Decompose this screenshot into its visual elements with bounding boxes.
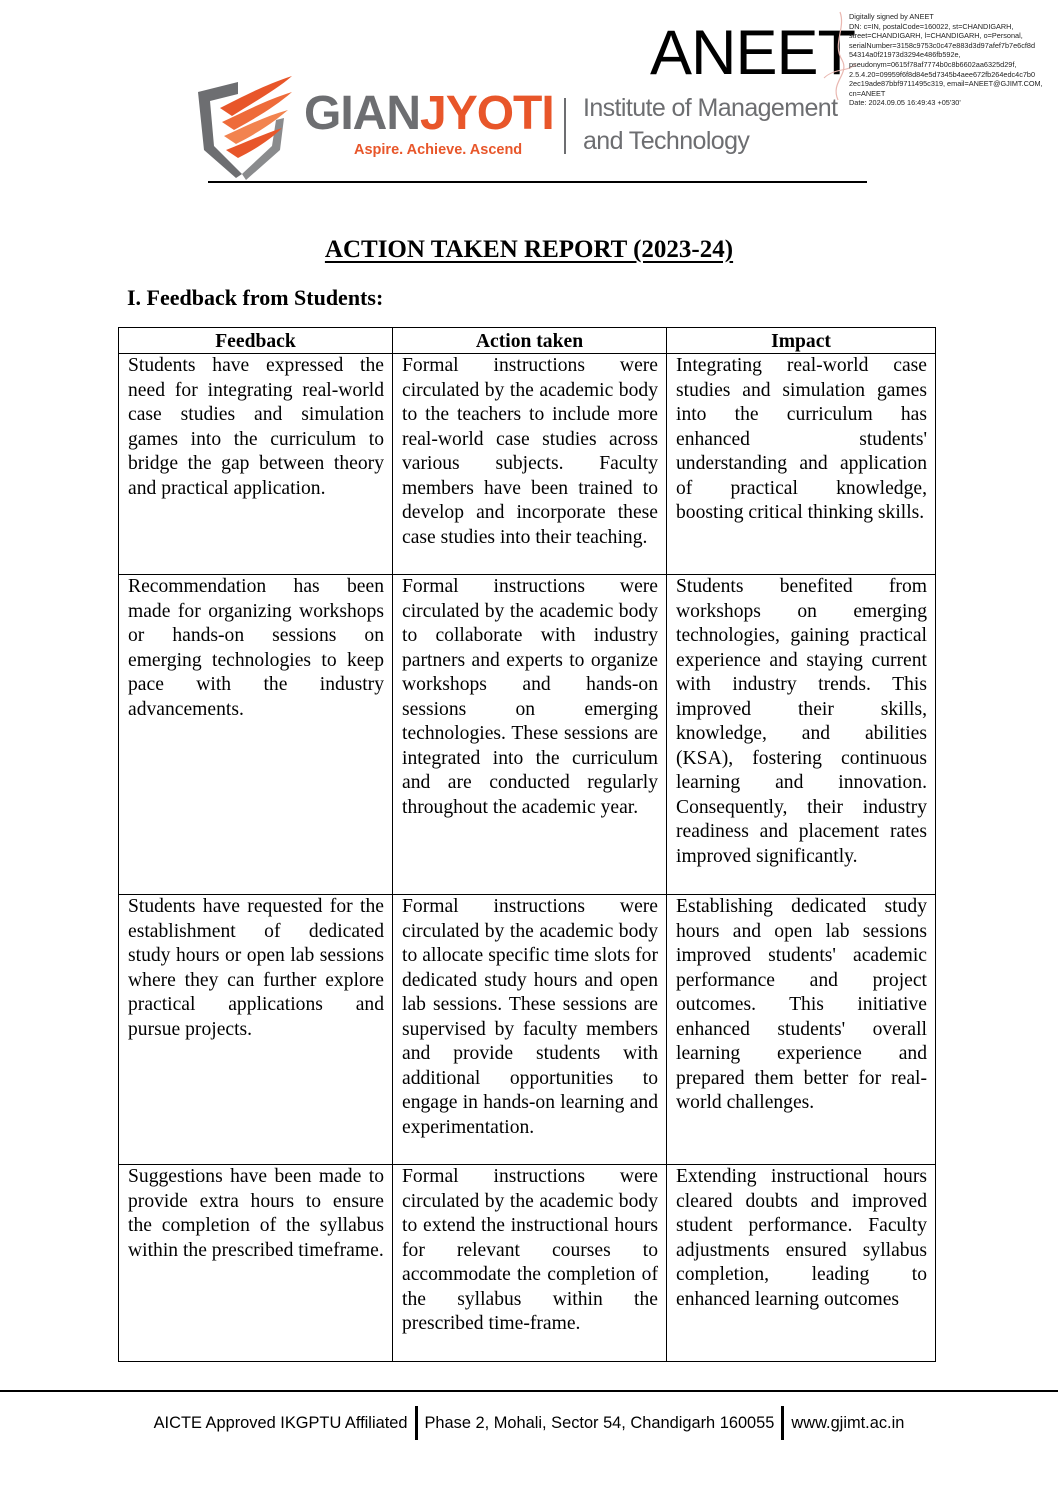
footer-divider <box>0 1390 1058 1392</box>
report-title: ACTION TAKEN REPORT (2023-24) <box>324 236 734 263</box>
table-header-row <box>119 328 936 354</box>
table-row <box>119 1165 936 1362</box>
feedback-cell: Students have expressed the need for integrating real-world case studies and simulation games into the curriculum to bridge the gap between theory and practical application. <box>119 354 393 575</box>
action-cell: Formal instructions were circulated by the academic body to the teachers to include more real-world case studies across various subjects. Faculty members have been trained to develop and incorporate these case studies into their teaching. <box>393 354 667 575</box>
signature-line: Date: 2024.09.05 16:49:43 +05'30' <box>849 98 961 108</box>
signature-line: 2.5.4.20=09959f6f8d84e5d7345b4aee672fb264edc4c7b0 <box>849 69 1036 79</box>
table-row <box>119 354 936 575</box>
brand-name: GIANJYOTI <box>304 87 554 140</box>
institute-name-line-2: and Technology <box>583 127 750 155</box>
signature-line: Digitally signed by ANEET <box>849 12 934 21</box>
feedback-cell: Students have requested for the establishment of dedicated study hours or open lab sessions where they can further explore practical applications and pursue projects. <box>119 895 393 1165</box>
table-row <box>119 895 936 1165</box>
impact-cell: Integrating real-world case studies and simulation games into the curriculum has enhanced students' understanding and application of practical knowledge, boosting critical thinking skills. <box>667 354 936 575</box>
logo-divider <box>564 98 566 154</box>
feedback-cell: Recommendation has been made for organizing workshops or hands-on sessions on emerging technologies to keep pace with the industry advancements. <box>119 575 393 895</box>
column-header-action-taken: Action taken <box>393 328 667 354</box>
signature-line: pseudonym=0615f78af7774b0c8b6602aa6325d29f, <box>849 59 1017 69</box>
signature-line: street=CHANDIGARH, l=CHANDIGARH, o=Personal, <box>849 31 1023 41</box>
signature-line: 2ec19ade87bbf9711495c319, email=ANEET@GJIMT.COM, <box>849 79 1043 89</box>
brand-tagline: Aspire. Achieve. Ascend <box>354 142 523 158</box>
action-cell: Formal instructions were circulated by the academic body to collaborate with industry partners and experts to organize workshops and hands-on sessions on emerging technologies. These sessions are integrated into the curriculum and are conducted regularly throughout the academic year. <box>393 575 667 895</box>
impact-cell: Students benefited from workshops on emerging technologies, gaining practical experience and staying current with industry trends. This improved their skills, knowledge, and abilities (KSA), fostering continuous learning and innovation. Consequently, their industry readiness and placement rates improved significantly. <box>667 575 936 895</box>
signature-line: 54314a0f21973d3294e486fb592e, <box>849 50 961 60</box>
section-heading: I. Feedback from Students: <box>127 285 384 310</box>
footer-address: Phase 2, Mohali, Sector 54, Chandigarh 160055 <box>424 1413 775 1432</box>
impact-cell: Extending instructional hours cleared doubts and improved student performance. Faculty adjustments ensured syllabus completion, leading to enhanced learning outcomes <box>667 1165 936 1362</box>
footer-separator <box>415 1406 418 1440</box>
table-row <box>119 575 936 895</box>
feedback-action-table <box>118 327 936 1362</box>
action-cell: Formal instructions were circulated by the academic body to extend the instructional hours for relevant courses to accommodate the completion of the syllabus within the prescribed time-frame. <box>393 1165 667 1362</box>
page-footer <box>0 1406 1058 1440</box>
digital-signature-details <box>849 12 1054 108</box>
impact-cell: Establishing dedicated study hours and open lab sessions improved students' academic performance and project outcomes. This initiative enhanced students' overall learning experience and prepared them better for real-world challenges. <box>667 895 936 1165</box>
header-divider <box>208 181 867 183</box>
footer-website-link[interactable]: www.gjimt.ac.in <box>791 1413 905 1432</box>
digital-signer-name: ANEET <box>650 18 856 88</box>
feedback-cell: Suggestions have been made to provide extra hours to ensure the completion of the syllabus within the prescribed timeframe. <box>119 1165 393 1362</box>
institute-name-line-1: Institute of Management <box>583 94 838 122</box>
footer-separator <box>781 1406 784 1440</box>
signature-line: serialNumber=3158c9753c0c47e883d3d97afef7b7e6cf8d <box>849 40 1036 50</box>
institute-name <box>583 92 837 158</box>
shield-logo-icon <box>192 68 302 180</box>
column-header-feedback: Feedback <box>119 328 393 354</box>
signature-line: cn=ANEET <box>849 88 886 98</box>
signature-line: DN: c=IN, postalCode=160022, st=CHANDIGARH, <box>849 21 1014 31</box>
action-cell: Formal instructions were circulated by the academic body to allocate specific time slots for dedicated study hours and open lab sessions. These sessions are supervised by faculty members and provide students with additional opportunities to engage in hands-on learning and experimentation. <box>393 895 667 1165</box>
footer-approval: AICTE Approved IKGPTU Affiliated <box>153 1413 408 1432</box>
column-header-impact: Impact <box>667 328 936 354</box>
